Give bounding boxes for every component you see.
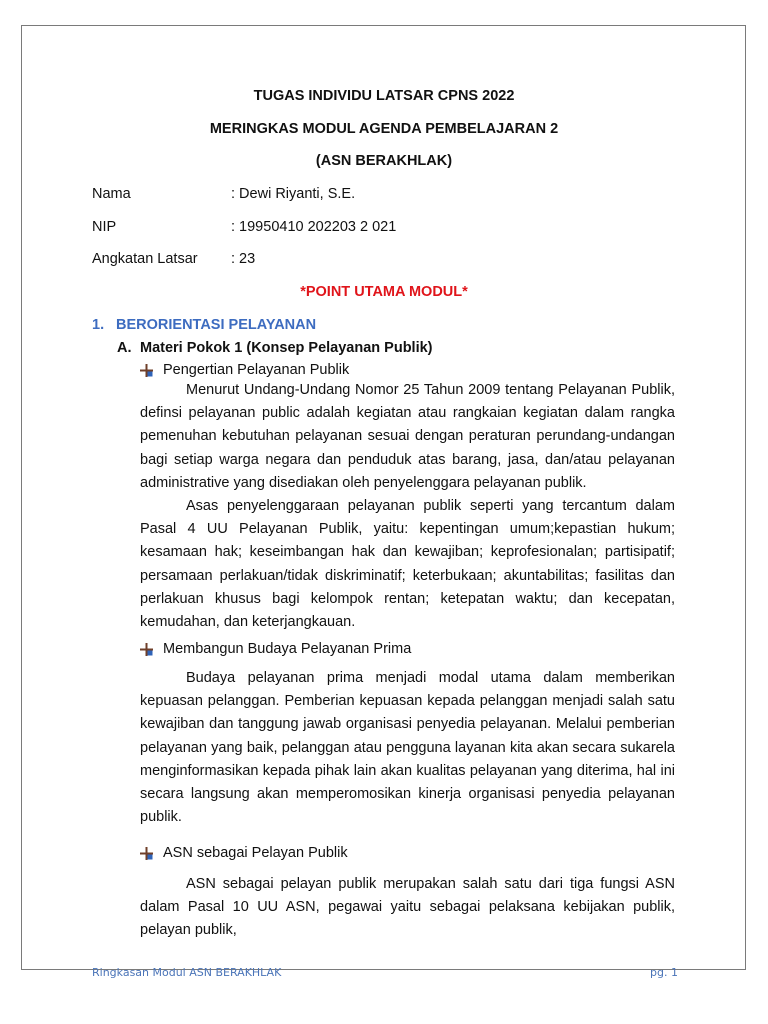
bullet-label: Pengertian Pelayanan Publik (163, 362, 350, 378)
batch-label: Angkatan Latsar (92, 251, 198, 267)
section-number: 1. (92, 317, 105, 333)
batch-value: : 23 (231, 251, 256, 267)
name-value: : Dewi Riyanti, S.E. (231, 186, 356, 202)
subsection-letter: A. (117, 340, 132, 356)
section-heading (92, 317, 316, 333)
bullet-label: ASN sebagai Pelayan Publik (163, 845, 348, 861)
paragraph: Budaya pelayanan prima menjadi modal utama dalam memberikan kepuasan pelanggan. Pemberian kepuasan kepada pelanggan menjadi salah satu kewajiban dan tanggung jawab organisasi penyedia pelayanan. Melalui pemberian pelayanan yang baik, pelanggan atau pengguna layanan kita akan secara sukarela menginformasikan kepada pihak lain akan kualitas pelayanan yang diterima, hal ini secara langsung akan memperomosikan kinerja organisasi penyedia pelayanan publik. (140, 670, 675, 826)
nip-value: : 19950410 202203 2 021 (231, 219, 397, 235)
nip-label: NIP (92, 219, 117, 235)
bullet-label: Membangun Budaya Pelayanan Prima (163, 641, 412, 657)
section-title: BERORIENTASI PELAYANAN (116, 317, 317, 333)
bullet-item (140, 641, 411, 657)
bullet-icon (140, 364, 153, 377)
bullet-icon (140, 643, 153, 656)
footer-title: Ringkasan Modul ASN BERAKHLAK (92, 966, 282, 979)
document-title: TUGAS INDIVIDU LATSAR CPNS 2022 (253, 88, 515, 104)
paragraph: ASN sebagai pelayan publik merupakan salah satu dari tiga fungsi ASN dalam Pasal 10 UU ASN, pegawai yaitu sebagai pelaksana kebijakan publik, pelayan publik, (140, 876, 675, 939)
document-subtitle: MERINGKAS MODUL AGENDA PEMBELAJARAN 2 (209, 121, 559, 137)
subsection-title: Materi Pokok 1 (Konsep Pelayanan Publik) (140, 340, 433, 356)
paragraph: Menurut Undang-Undang Nomor 25 Tahun 2009 tentang Pelayanan Publik, definsi pelayanan public adalah kegiatan atau rangkaian kegiatan dalam rangka pemenuhan kebutuhan pelayanan sesuai dengan peraturan perundang-undangan bagi setiap warga negara dan penduduk atas barang, jasa, dan/atau pelayanan administrative yang disediakan oleh penyelenggara pelayanan publik. (140, 382, 675, 491)
bullet-item (140, 362, 349, 378)
subsection-heading (117, 340, 433, 356)
document-theme: (ASN BERAKHLAK) (315, 153, 453, 169)
name-label: Nama (92, 186, 131, 202)
main-points-heading: *POINT UTAMA MODUL* (300, 284, 468, 300)
page-number: pg. 1 (650, 966, 678, 979)
bullet-item (140, 845, 348, 861)
bullet-icon (140, 847, 153, 860)
paragraph: Asas penyelenggaraan pelayanan publik seperti yang tercantum dalam Pasal 4 UU Pelayanan Publik, yaitu: kepentingan umum;kepastian hukum; kesamaan hak; keseimbangan hak dan kewajiban; keprofesionalan; partisipatif; persamaan perlakuan/tidak diskriminatif; keterbukaan; akuntabilitas; fasilitas dan perlakuan khusus bagi kelompok rentan; ketepatan waktu; dan kecepatan, kemudahan, dan keterjangkauan. (140, 498, 675, 631)
